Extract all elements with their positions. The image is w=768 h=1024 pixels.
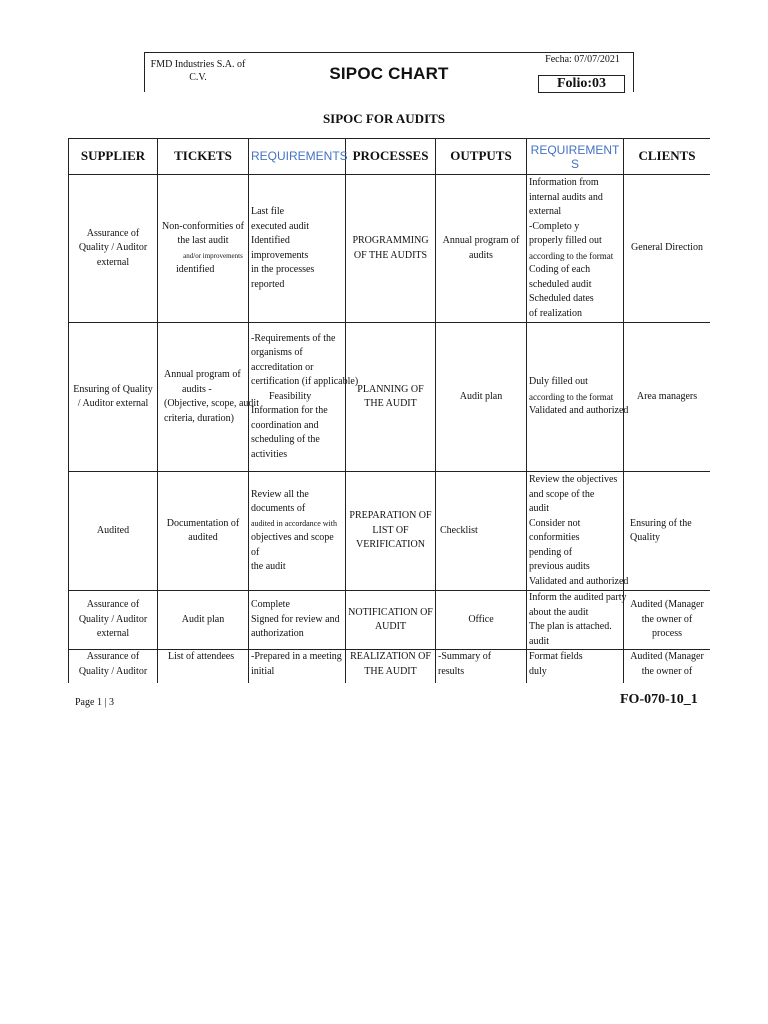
requirement-line: scheduled audit — [529, 278, 592, 290]
output-cell: Audit plan — [436, 323, 527, 472]
table-row — [69, 323, 711, 472]
tickets-cell: Audit plan — [158, 591, 249, 650]
company-name: FMD Industries S.A. of C.V. — [150, 59, 246, 83]
requirement-line: internal audits and — [529, 191, 603, 203]
requirements-cell — [249, 650, 346, 684]
requirements-cell — [249, 323, 359, 472]
requirement-line: Validated and authorized — [529, 405, 629, 417]
requirement-line: conformities — [529, 532, 580, 543]
column-header-requirements-output: REQUIREMENT S — [527, 139, 624, 175]
sipoc-table — [68, 138, 710, 683]
page-number: Page 1 | 3 — [75, 697, 114, 708]
requirements-output-cell — [527, 175, 624, 323]
requirement-line: external — [529, 206, 562, 217]
requirement-line: according to the format — [529, 250, 614, 261]
process-cell: PLANNING OF THE AUDIT — [346, 323, 436, 472]
requirement-line: -Prepared in a meeting — [251, 651, 342, 662]
process-cell: PREPARATION OF LIST OF VERIFICATION — [346, 472, 436, 591]
tickets-line: identified — [176, 264, 215, 275]
requirements-output-cell — [527, 650, 624, 684]
requirement-line: about the audit — [529, 606, 589, 618]
form-code: FO-070-10_1 — [620, 692, 698, 707]
requirement-line: The plan is attached. — [529, 621, 612, 632]
requirement-line: Information for the — [251, 405, 328, 417]
requirements-output-cell — [527, 323, 629, 472]
client-cell: General Direction — [624, 175, 711, 323]
requirements-output-cell — [527, 472, 629, 591]
requirement-line: Last file — [251, 206, 285, 217]
requirements-cell — [249, 175, 346, 323]
requirement-line: according to the format — [529, 391, 614, 402]
requirement-line: audited in accordance with — [251, 518, 337, 528]
column-header-supplier: SUPPLIER — [69, 139, 158, 175]
requirement-line: Review all the — [251, 488, 309, 500]
output-cell: Checklist — [436, 472, 527, 591]
document-title: SIPOC CHART — [329, 64, 449, 83]
requirement-line: objectives and scope of — [251, 532, 334, 558]
requirement-line: organisms of — [251, 347, 303, 359]
requirement-line: in the processes — [251, 264, 315, 275]
requirement-line: previous audits — [529, 561, 590, 572]
column-header-outputs: OUTPUTS — [436, 139, 527, 175]
tickets-cell: Documentation of audited — [158, 472, 249, 591]
column-header-clients: CLIENTS — [624, 139, 711, 175]
document-header — [144, 52, 634, 92]
client-cell: Area managers — [624, 323, 711, 472]
folio-number: Folio:03 — [538, 75, 625, 93]
supplier-cell: Assurance of Quality / Auditor external — [69, 175, 158, 323]
requirement-line: documents of — [251, 503, 306, 514]
table-row — [69, 175, 711, 323]
table-row — [69, 472, 711, 591]
requirement-line: Format fields — [529, 651, 583, 662]
requirement-line: Complete — [251, 599, 290, 611]
tickets-line: (Objective, scope, audit — [164, 398, 259, 409]
client-cell: Audited (Manager the owner of process — [624, 591, 711, 650]
client-cell: Audited (Manager the owner of — [624, 650, 711, 684]
chart-subtitle: SIPOC FOR AUDITS — [322, 111, 446, 126]
tickets-cell — [158, 650, 249, 684]
requirement-line: activities — [251, 448, 288, 460]
supplier-cell: Assurance of Quality / Auditor external — [69, 591, 158, 650]
requirement-line: audit — [529, 635, 549, 647]
requirement-line: reported — [251, 278, 285, 290]
process-cell: REALIZATION OF THE AUDIT — [346, 650, 436, 684]
requirement-line: Validated and authorized — [529, 575, 629, 587]
tickets-line: and/or improvements — [183, 251, 243, 260]
process-cell: PROGRAMMING OF THE AUDITS — [346, 175, 436, 323]
requirements-output-cell — [527, 591, 627, 650]
requirement-line: initial — [251, 665, 275, 677]
requirement-line: executed audit — [251, 220, 310, 232]
requirement-line: of realization — [529, 307, 583, 319]
supplier-cell: Assurance of Quality / Auditor — [69, 650, 158, 684]
requirement-line: duly — [529, 665, 547, 677]
requirement-line: the audit — [251, 561, 286, 572]
output-cell: Office — [436, 591, 527, 650]
tickets-cell — [158, 175, 249, 323]
requirement-line: Duly filled out — [529, 376, 588, 388]
requirement-line: certification (if applicable) — [251, 376, 359, 388]
supplier-cell: Ensuring of Quality / Auditor external — [69, 323, 158, 472]
output-line: results — [438, 665, 465, 677]
requirement-line: -Completo y — [529, 220, 580, 232]
tickets-line: Non-conformities of the last audit — [162, 220, 244, 246]
tickets-cell — [158, 323, 259, 472]
requirement-line: accreditation or — [251, 361, 314, 373]
column-header-requirements: REQUIREMENTS — [249, 139, 346, 175]
date-folio-box — [532, 52, 633, 92]
table-row — [69, 591, 711, 650]
requirement-line: Review the objectives — [529, 474, 618, 485]
requirement-line: coordination and — [251, 419, 319, 431]
requirement-line: Scheduled dates — [529, 293, 594, 304]
tickets-line: criteria, duration) — [164, 412, 234, 424]
requirement-line: Information from — [529, 177, 599, 188]
output-line: -Summary of — [438, 651, 492, 662]
supplier-cell: Audited — [69, 472, 158, 591]
output-cell — [436, 650, 527, 684]
requirement-line: properly filled out — [529, 235, 602, 246]
requirements-cell — [249, 591, 346, 650]
requirement-line: Signed for review and — [251, 613, 340, 625]
requirement-line: and scope of the — [529, 488, 595, 500]
requirement-line: authorization — [251, 628, 304, 640]
requirement-line: audit — [529, 503, 549, 514]
requirements-cell — [249, 472, 346, 591]
requirement-line: scheduling of the — [251, 434, 320, 446]
client-cell: Ensuring of the Quality — [624, 472, 711, 591]
requirement-line: pending of — [529, 546, 573, 558]
process-cell: NOTIFICATION OF AUDIT — [346, 591, 436, 650]
requirement-line: Consider not — [529, 517, 581, 529]
tickets-line: audits - — [182, 383, 212, 395]
requirement-line: Feasibility — [269, 390, 312, 402]
document-date: Fecha: 07/07/2021 — [545, 54, 620, 65]
tickets-line: List of attendees — [168, 651, 235, 662]
output-cell: Annual program of audits — [436, 175, 527, 323]
sipoc-table-container — [68, 138, 710, 683]
requirement-line: Inform the audited party — [529, 592, 627, 603]
requirement-line: Coding of each — [529, 264, 591, 275]
tickets-line: Annual program of — [164, 369, 241, 380]
column-header-processes: PROCESSES — [346, 139, 436, 175]
table-header-row — [69, 139, 711, 175]
requirement-line: -Requirements of the — [251, 332, 336, 344]
table-row — [69, 650, 711, 684]
column-header-tickets: TICKETS — [158, 139, 249, 175]
requirement-line: Identified improvements — [251, 235, 309, 261]
